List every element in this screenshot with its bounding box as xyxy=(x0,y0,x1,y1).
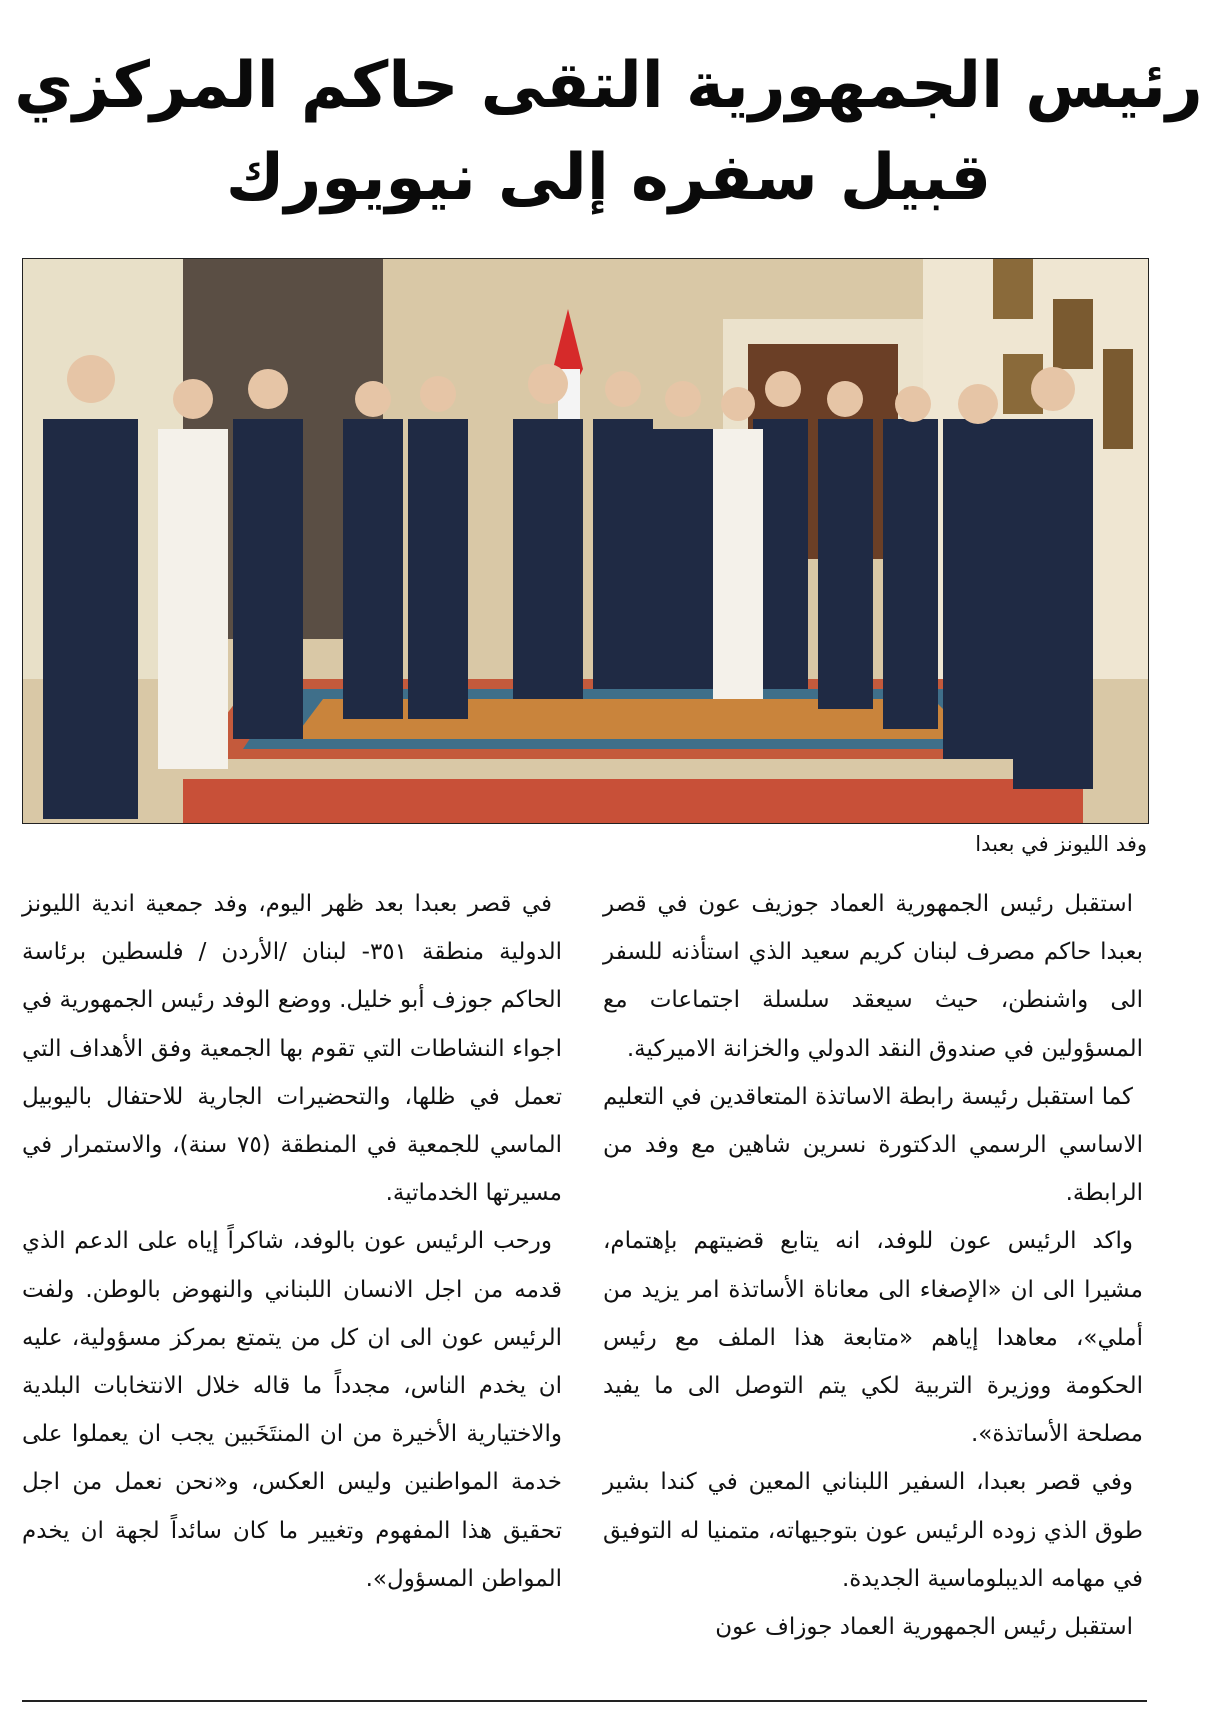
headline xyxy=(0,40,1217,224)
paragraph: كما استقبل رئيسة رابطة الاساتذة المتعاقدين في التعليم الاساسي الرسمي الدكتورة نسرين شاهين مع وفد من الرابطة. xyxy=(603,1083,1143,1207)
article-column-left xyxy=(22,880,562,1603)
headline-line-1: رئيس الجمهورية التقى حاكم المركزي xyxy=(14,49,1203,123)
article-column-right xyxy=(603,880,1143,1651)
paragraph: وفي قصر بعبدا، السفير اللبناني المعين في كندا بشير طوق الذي زوده الرئيس عون بتوجيهاته، متمنيا له التوفيق في مهامه الديبلوماسية الجديدة. xyxy=(603,1469,1143,1592)
paragraph: استقبل رئيس الجمهورية العماد جوزاف عون xyxy=(715,1614,1133,1641)
photo-caption: وفد الليونز في بعبدا xyxy=(975,832,1147,856)
paragraph: ورحب الرئيس عون بالوفد، شاكراً إياه على الدعم الذي قدمه من اجل الانسان اللبناني والنهوض بالوطن. ولفت الرئيس عون الى ان كل من يتمتع بمركز مسؤولية، عليه ان يخدم الناس، مجدداً ما قاله خلال الانتخابات البلدية والاختيارية الأخيرة من ان المنتَخَبين يجب ان يعملوا على خدمة المواطنين وليس العكس، و«نحن نعمل من اجل تحقيق هذا المفهوم وتغيير ما كان سائداً لجهة ان يخدم المواطن المسؤول». xyxy=(22,1228,562,1592)
paragraph: في قصر بعبدا بعد ظهر اليوم، وفد جمعية اندية الليونز الدولية منطقة ٣٥١- لبنان /الأردن / فلسطين برئاسة الحاكم جوزف أبو خليل. ووضع الوفد رئيس الجمهورية في اجواء النشاطات التي تقوم بها الجمعية وفق الأهداف التي تعمل في ظلها، والتحضيرات الجارية للاحتفال باليوبيل الماسي للجمعية في المنطقة (٧٥ سنة)، والاستمرار في مسيرتها الخدماتية. xyxy=(22,891,562,1207)
bottom-rule xyxy=(22,1700,1147,1702)
group-photo xyxy=(22,258,1149,824)
headline-line-2: قبيل سفره إلى نيويورك xyxy=(225,141,992,215)
paragraph: استقبل رئيس الجمهورية العماد جوزيف عون في قصر بعبدا حاكم مصرف لبنان كريم سعيد الذي استأذنه للسفر الى واشنطن، حيث سيعقد سلسلة اجتماعات مع المسؤولين في صندوق النقد الدولي والخزانة الاميركية. xyxy=(603,891,1143,1062)
paragraph: واكد الرئيس عون للوفد، انه يتابع قضيتهم بإهتمام، مشيرا الى ان «الإصغاء الى معاناة الأساتذة امر يزيد من أملي»، معاهدا إياهم «متابعة هذا الملف مع رئيس الحكومة ووزيرة التربية لكي يتم التوصل الى ما يفيد مصلحة الأساتذة». xyxy=(603,1228,1143,1448)
